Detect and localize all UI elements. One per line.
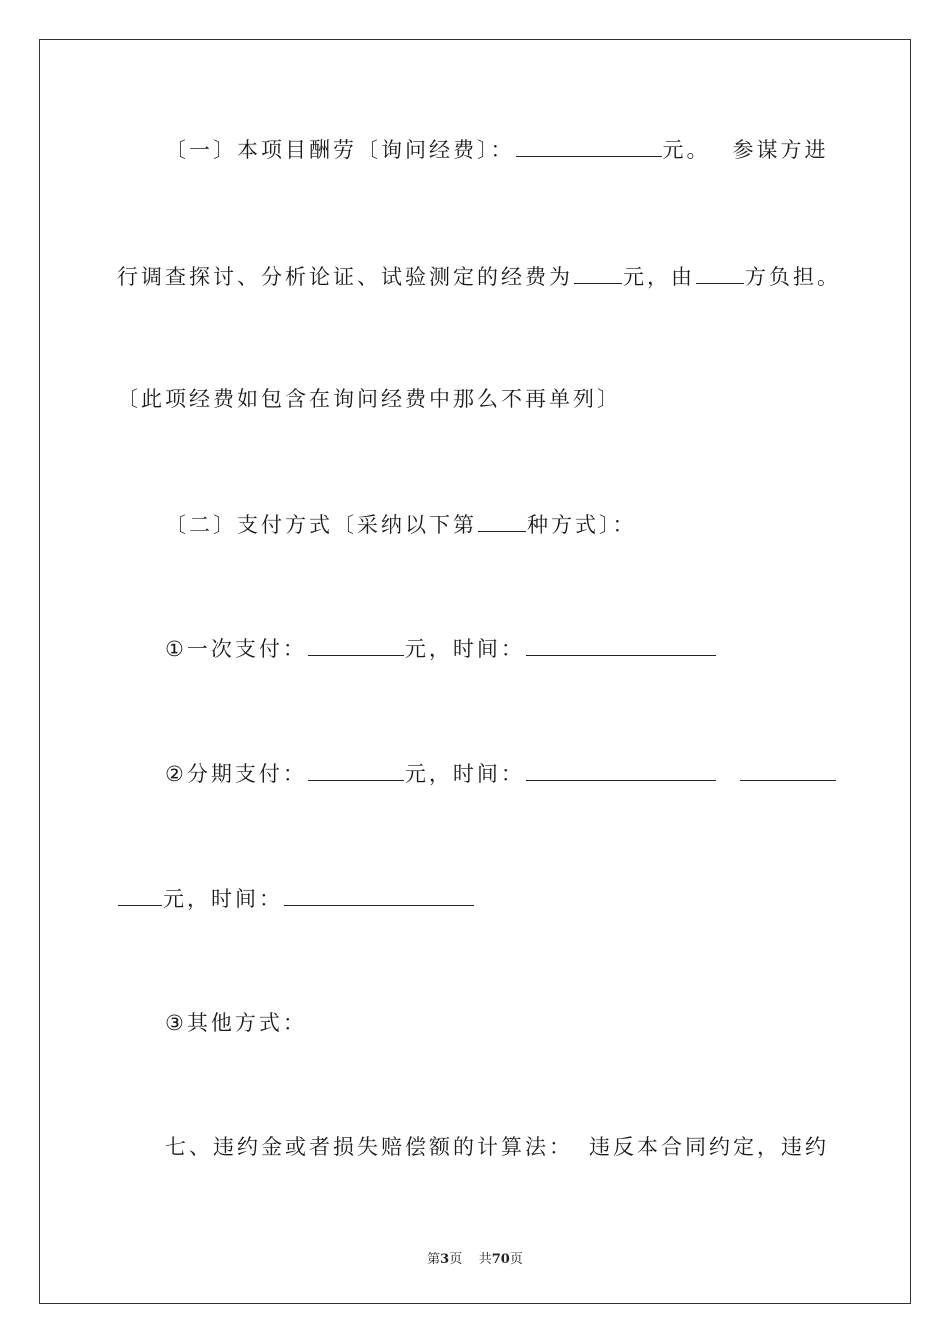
installment-label: ②分期支付： [165,762,307,786]
page-border [39,39,911,1304]
one-time-amount-blank [308,654,404,656]
installment2-unit: 元，时间： [163,887,283,911]
payment-method-blank [478,530,526,532]
page-footer [0,1248,950,1267]
fee-continuation: 参谋方进 [732,138,829,162]
research-unit: 元，由 [623,265,695,289]
paragraph-payment-method [165,510,637,540]
installment2-date-blank [284,904,474,906]
footer-total-unit: 页 [509,1252,523,1267]
installment-amount2-blank [740,779,836,781]
paragraph-note [117,384,621,414]
installment-unit: 元，时间： [404,762,525,786]
installment-amount-blank [308,779,404,781]
research-party-blank [696,282,744,284]
research-amount-blank [574,282,622,284]
paragraph-fee [165,135,829,165]
penalty-heading: 七、违约金或者损失赔偿额的计算法： [165,1135,573,1159]
fee-unit: 元。 [662,138,711,162]
installment-date-blank [526,779,716,781]
paragraph-one-time [165,634,717,664]
paragraph-penalty [165,1132,829,1162]
fee-label: 〔一〕本项目酬劳〔询问经费〕： [165,138,515,162]
footer-total-pages: 70 [491,1252,510,1267]
footer-prefix: 第 [427,1252,441,1267]
research-label: 行调查探讨、分析论证、试验测定的经费为 [117,265,573,289]
installment-amount2-blank-cont [118,904,162,906]
paragraph-research-cost [117,262,841,292]
footer-total-prefix: 共 [478,1252,492,1267]
note-text: 〔此项经费如包含在询问经费中那么不再单列〕 [117,387,621,411]
one-time-date-blank [526,654,716,656]
one-time-unit: 元，时间： [404,637,525,661]
paragraph-installment [165,759,837,789]
footer-page-number: 3 [440,1252,450,1267]
penalty-text: 违反本合同约定，违约 [589,1135,829,1159]
footer-page-unit: 页 [449,1252,463,1267]
research-tail: 方负担。 [745,265,841,289]
fee-blank [516,155,662,157]
other-method-label: ③其他方式： [165,1011,307,1035]
one-time-label: ①一次支付： [165,637,307,661]
payment-method-label: 〔二〕支付方式〔采纳以下第 [165,513,477,537]
paragraph-other [165,1008,307,1038]
payment-method-tail: 种方式〕： [527,513,637,537]
paragraph-installment-cont [117,884,475,914]
